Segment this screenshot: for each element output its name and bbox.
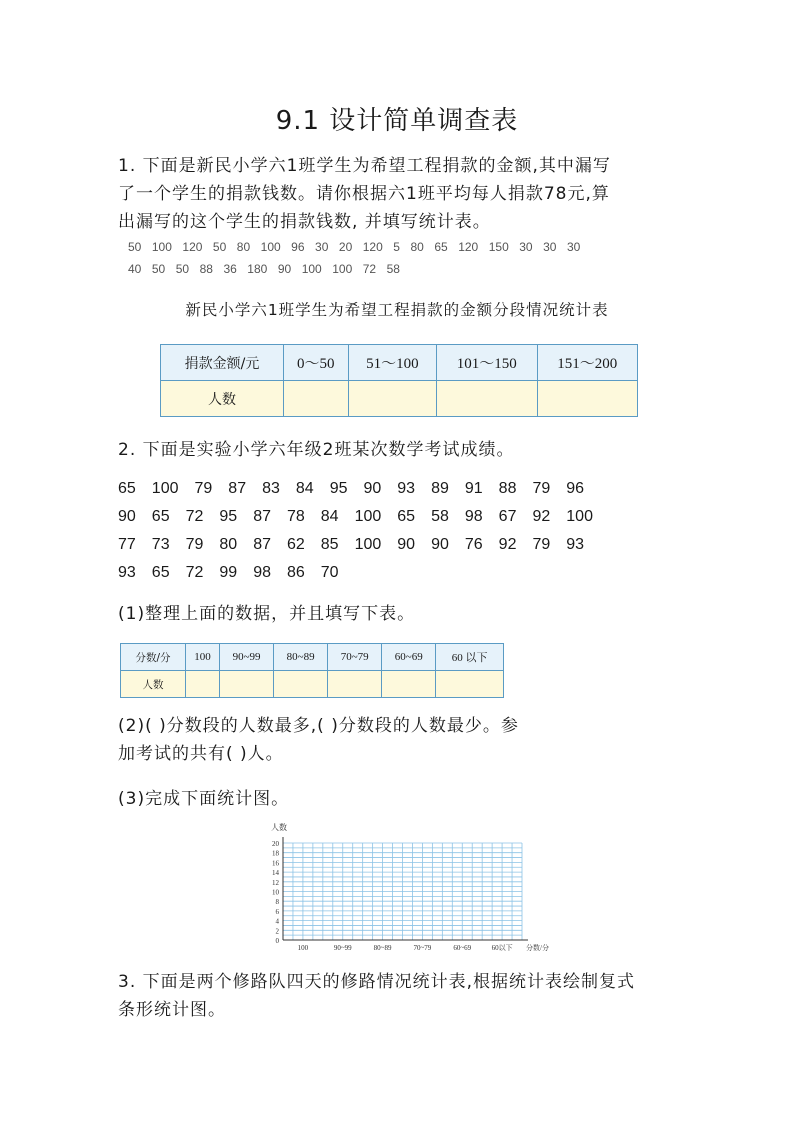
score-value: 90 [431,536,449,553]
donation-value: 120 [362,240,383,254]
donation-value: 100 [260,240,281,254]
q2-column-header: 80~89 [274,644,328,671]
score-value: 73 [151,536,170,553]
q1-numbers-row-1 [128,240,591,254]
score-row [118,559,609,587]
y-tick-label: 8 [275,898,279,907]
q1-answer-cell[interactable] [348,381,437,417]
donation-value: 36 [223,262,237,276]
donation-value: 30 [566,240,581,254]
score-value: 100 [354,536,382,553]
score-value: 80 [219,536,238,553]
q1-column-header: 51～100 [348,345,437,381]
q3-line-1: 3. 下面是两个修路队四天的修路情况统计表,根据统计表绘制复式 [118,972,636,992]
score-value: 88 [498,480,517,497]
score-value: 93 [397,480,416,497]
q1-answer-cell[interactable] [437,381,537,417]
score-row [118,503,609,531]
q1-line-3: 出漏写的这个学生的捐款钱数, 并填写统计表。 [118,212,491,232]
q2-scores [118,475,609,587]
q1-answer-cell[interactable] [284,381,349,417]
donation-value: 120 [182,240,203,254]
score-value: 78 [286,508,305,525]
score-value: 65 [151,508,170,525]
y-tick-label: 20 [272,840,279,848]
q2-bar-chart-grid[interactable] [258,818,550,958]
donation-value: 72 [362,262,377,276]
score-value: 79 [532,536,551,553]
donation-value: 30 [315,240,329,254]
score-value: 70 [320,564,339,581]
donation-value: 20 [338,240,353,254]
x-tick-label: 100 [297,944,309,952]
score-value: 79 [194,480,213,497]
score-value: 95 [329,480,348,497]
q1-numbers-row-2 [128,262,410,276]
score-value: 92 [498,536,517,553]
score-value: 99 [219,564,238,581]
donation-value: 50 [212,240,227,254]
donation-value: 120 [458,240,479,254]
score-value: 65 [397,508,416,525]
score-value: 79 [185,536,204,553]
score-value: 65 [151,564,170,581]
donation-value: 58 [386,262,400,276]
score-value: 90 [397,536,416,553]
y-axis-label: 人数 [271,823,287,832]
score-value: 87 [253,536,271,553]
score-value: 90 [118,508,136,525]
q1-answer-cell[interactable] [537,381,637,417]
q1-header-label: 捐款金额/元 [161,345,284,381]
score-value: 58 [431,508,449,525]
donation-value: 96 [291,240,305,254]
score-value: 100 [354,508,382,525]
score-row [118,531,609,559]
q2-answer-cell[interactable] [328,671,382,698]
score-value: 98 [253,564,271,581]
q2-answer-cell[interactable] [382,671,436,698]
q1-column-header: 0～50 [284,345,349,381]
q2-column-header: 60~69 [382,644,436,671]
q1-line-1: 1. 下面是新民小学六1班学生为希望工程捐款的金额,其中漏写 [118,156,611,176]
donation-value: 30 [519,240,533,254]
score-value: 87 [253,508,271,525]
q2-header-label: 分数/分 [121,644,186,671]
q1-table-caption: 新民小学六1班学生为希望工程捐款的金额分段情况统计表 [185,301,609,319]
score-value: 84 [295,480,314,497]
donation-value: 5 [393,240,400,254]
score-value: 65 [118,480,136,497]
q2-part-2-line-2: 加考试的共有( )人。 [118,744,284,764]
donation-value: 100 [151,240,172,254]
page-title: 9.1 设计简单调查表 [275,106,519,136]
y-tick-label: 16 [272,859,279,868]
q2-part-2-line-1: (2)( )分数段的人数最多,( )分数段的人数最少。参 [118,716,519,736]
q2-answer-cell[interactable] [220,671,274,698]
score-value: 87 [228,480,247,497]
score-value: 100 [566,508,593,525]
donation-value: 100 [332,262,353,276]
q2-answer-cell[interactable] [436,671,504,698]
donation-value: 150 [488,240,509,254]
y-tick-label: 4 [275,917,279,926]
score-value: 98 [464,508,483,525]
donation-value: 88 [199,262,213,276]
q3-line-2: 条形统计图。 [118,1000,226,1020]
donation-value: 65 [434,240,448,254]
score-value: 86 [286,564,305,581]
q2-column-header: 70~79 [328,644,382,671]
x-tick-label: 90~99 [333,944,352,952]
y-tick-label: 0 [275,937,279,945]
q2-intro: 2. 下面是实验小学六年级2班某次数学考试成绩。 [118,440,515,460]
score-value: 77 [118,536,136,553]
q2-column-header: 100 [186,644,220,671]
q1-donation-table [160,344,638,417]
score-row [118,475,609,503]
q2-part-3: (3)完成下面统计图。 [118,789,290,809]
y-tick-label: 6 [275,907,279,916]
donation-value: 180 [247,262,268,276]
donation-value: 100 [301,262,322,276]
score-value: 90 [363,480,382,497]
x-axis-label: 分数/分 [526,944,549,952]
q2-answer-cell[interactable] [186,671,220,698]
q2-score-table [120,643,504,698]
x-tick-label: 70~79 [413,944,432,952]
score-value: 83 [262,480,280,497]
q1-column-header: 151～200 [537,345,637,381]
q2-column-header: 90~99 [220,644,274,671]
score-value: 100 [151,480,179,497]
x-tick-label: 60以下 [491,944,513,952]
q1-row-label: 人数 [161,381,284,417]
donation-value: 80 [236,240,251,254]
q1-column-header: 101～150 [437,345,537,381]
donation-value: 40 [128,262,142,276]
x-tick-label: 80~89 [373,944,392,952]
score-value: 95 [219,508,238,525]
score-value: 89 [431,480,449,497]
score-value: 93 [118,564,136,581]
donation-value: 50 [175,262,190,276]
y-tick-label: 2 [275,927,279,936]
q2-part-1: (1)整理上面的数据，并且填写下表。 [118,604,416,624]
score-value: 72 [185,508,204,525]
x-tick-label: 60~69 [453,944,472,952]
q1-line-2: 了一个学生的捐款钱数。请你根据六1班平均每人捐款78元,算 [118,184,610,204]
donation-value: 30 [543,240,557,254]
y-tick-label: 18 [272,849,279,858]
score-value: 93 [566,536,585,553]
score-value: 85 [320,536,339,553]
donation-value: 90 [277,262,292,276]
q2-answer-cell[interactable] [274,671,328,698]
score-value: 79 [532,480,551,497]
q2-row-label: 人数 [121,671,186,698]
y-tick-label: 14 [272,869,279,878]
score-value: 91 [464,480,483,497]
score-value: 67 [498,508,517,525]
donation-value: 50 [128,240,142,254]
score-value: 96 [566,480,585,497]
y-tick-label: 12 [272,878,279,887]
q2-column-header: 60 以下 [436,644,504,671]
score-value: 76 [464,536,483,553]
y-tick-label: 10 [272,888,279,897]
score-value: 72 [185,564,204,581]
score-value: 92 [532,508,551,525]
score-value: 84 [320,508,339,525]
donation-value: 50 [151,262,166,276]
donation-value: 80 [410,240,424,254]
score-value: 62 [286,536,305,553]
